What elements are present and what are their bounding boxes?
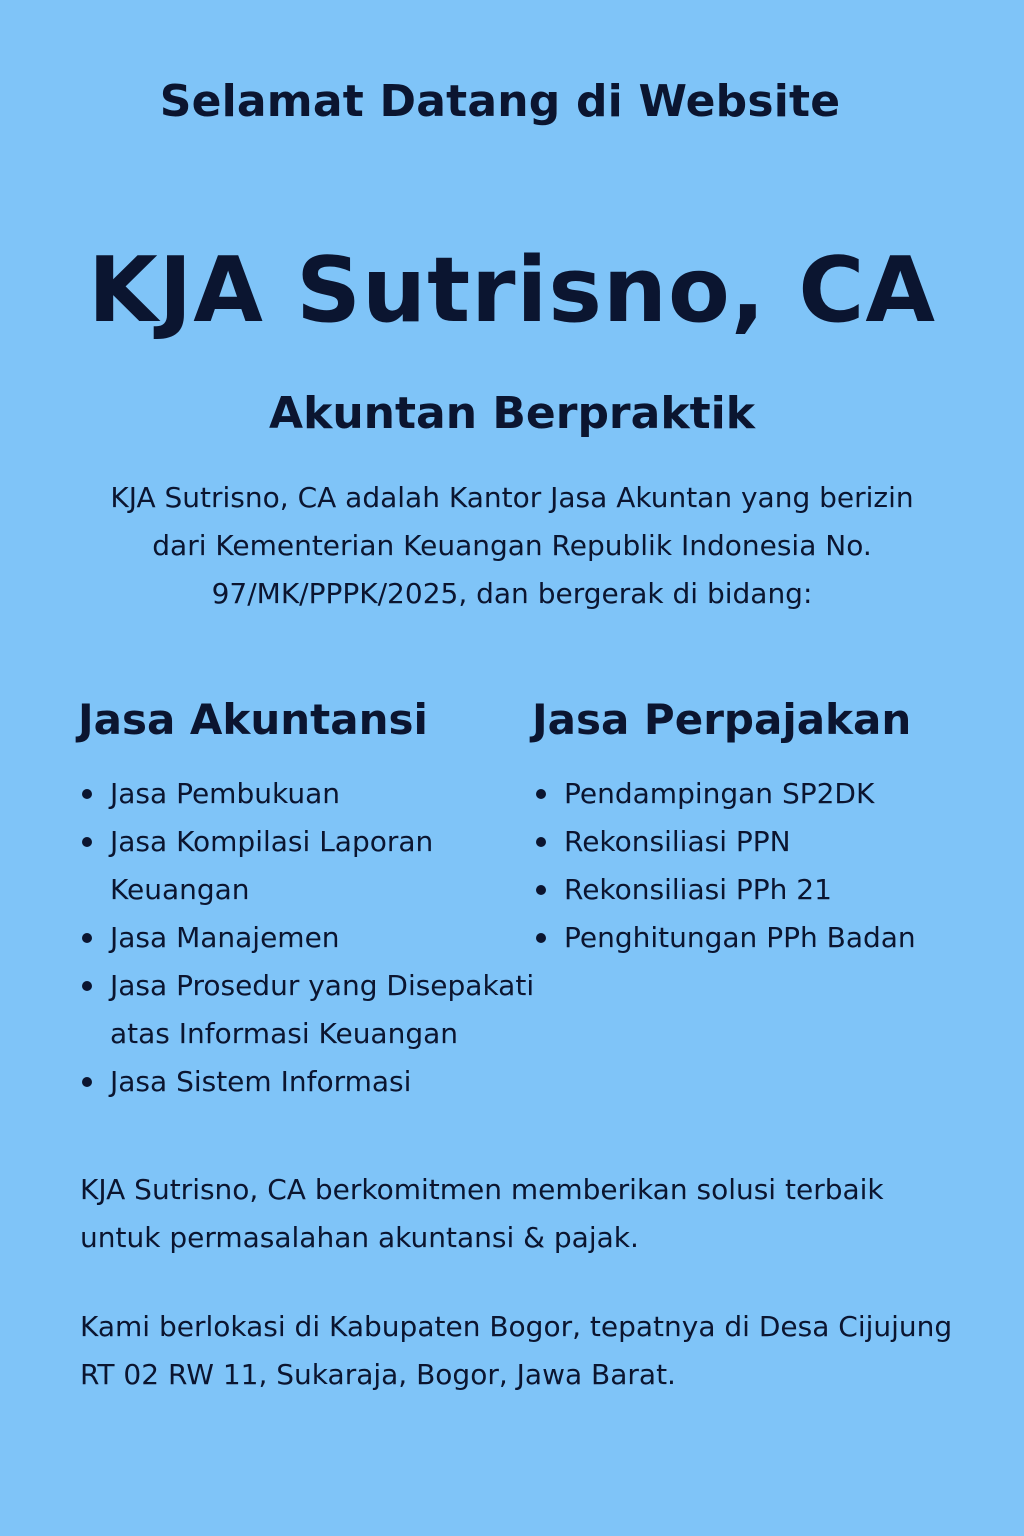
list-item — [78, 818, 548, 914]
tax-services-section — [532, 692, 992, 962]
accounting-services-list — [78, 770, 548, 1106]
accounting-services-heading: Jasa Akuntansi — [78, 695, 428, 744]
list-item — [532, 866, 992, 914]
list-item-label: Pendampingan SP2DK — [564, 777, 875, 810]
bullet-icon — [536, 885, 546, 895]
list-item — [78, 1058, 548, 1106]
intro-paragraph: KJA Sutrisno, CA adalah Kantor Jasa Akuntan yang berizin dari Kementerian Keuangan Republik Indonesia No. 97/MK/PPPK/2025, dan bergerak di bidang: — [110, 481, 914, 610]
list-item — [78, 914, 548, 962]
firm-subtitle: Akuntan Berpraktik — [269, 388, 755, 439]
bullet-icon — [536, 789, 546, 799]
list-item-label: Rekonsiliasi PPh 21 — [564, 873, 832, 906]
commitment-paragraph: KJA Sutrisno, CA berkomitmen memberikan solusi terbaik untuk permasalahan akuntansi & pajak. — [80, 1173, 884, 1254]
list-item — [78, 770, 548, 818]
welcome-heading: Selamat Datang di Website — [159, 76, 841, 127]
bullet-icon — [82, 789, 92, 799]
list-item-label: Rekonsiliasi PPN — [564, 825, 791, 858]
bullet-icon — [82, 837, 92, 847]
tax-services-list — [532, 770, 992, 962]
list-item-label: Jasa Kompilasi Laporan Keuangan — [110, 825, 434, 906]
list-item-label: Jasa Manajemen — [110, 921, 340, 954]
location-paragraph: Kami berlokasi di Kabupaten Bogor, tepatnya di Desa Cijujung RT 02 RW 11, Sukaraja, Bogor, Jawa Barat. — [80, 1310, 953, 1391]
list-item-label: Jasa Sistem Informasi — [110, 1065, 412, 1098]
list-item-label: Jasa Prosedur yang Disepakati atas Informasi Keuangan — [110, 969, 535, 1050]
list-item-label: Penghitungan PPh Badan — [564, 921, 916, 954]
list-item — [532, 770, 992, 818]
list-item — [532, 818, 992, 866]
accounting-services-section — [78, 692, 548, 1106]
list-item-label: Jasa Pembukuan — [110, 777, 340, 810]
firm-name-title: KJA Sutrisno, CA — [87, 238, 937, 343]
tax-services-heading: Jasa Perpajakan — [532, 695, 912, 744]
bullet-icon — [82, 933, 92, 943]
bullet-icon — [82, 981, 92, 991]
bullet-icon — [82, 1077, 92, 1087]
bullet-icon — [536, 837, 546, 847]
list-item — [532, 914, 992, 962]
list-item — [78, 962, 548, 1058]
bullet-icon — [536, 933, 546, 943]
